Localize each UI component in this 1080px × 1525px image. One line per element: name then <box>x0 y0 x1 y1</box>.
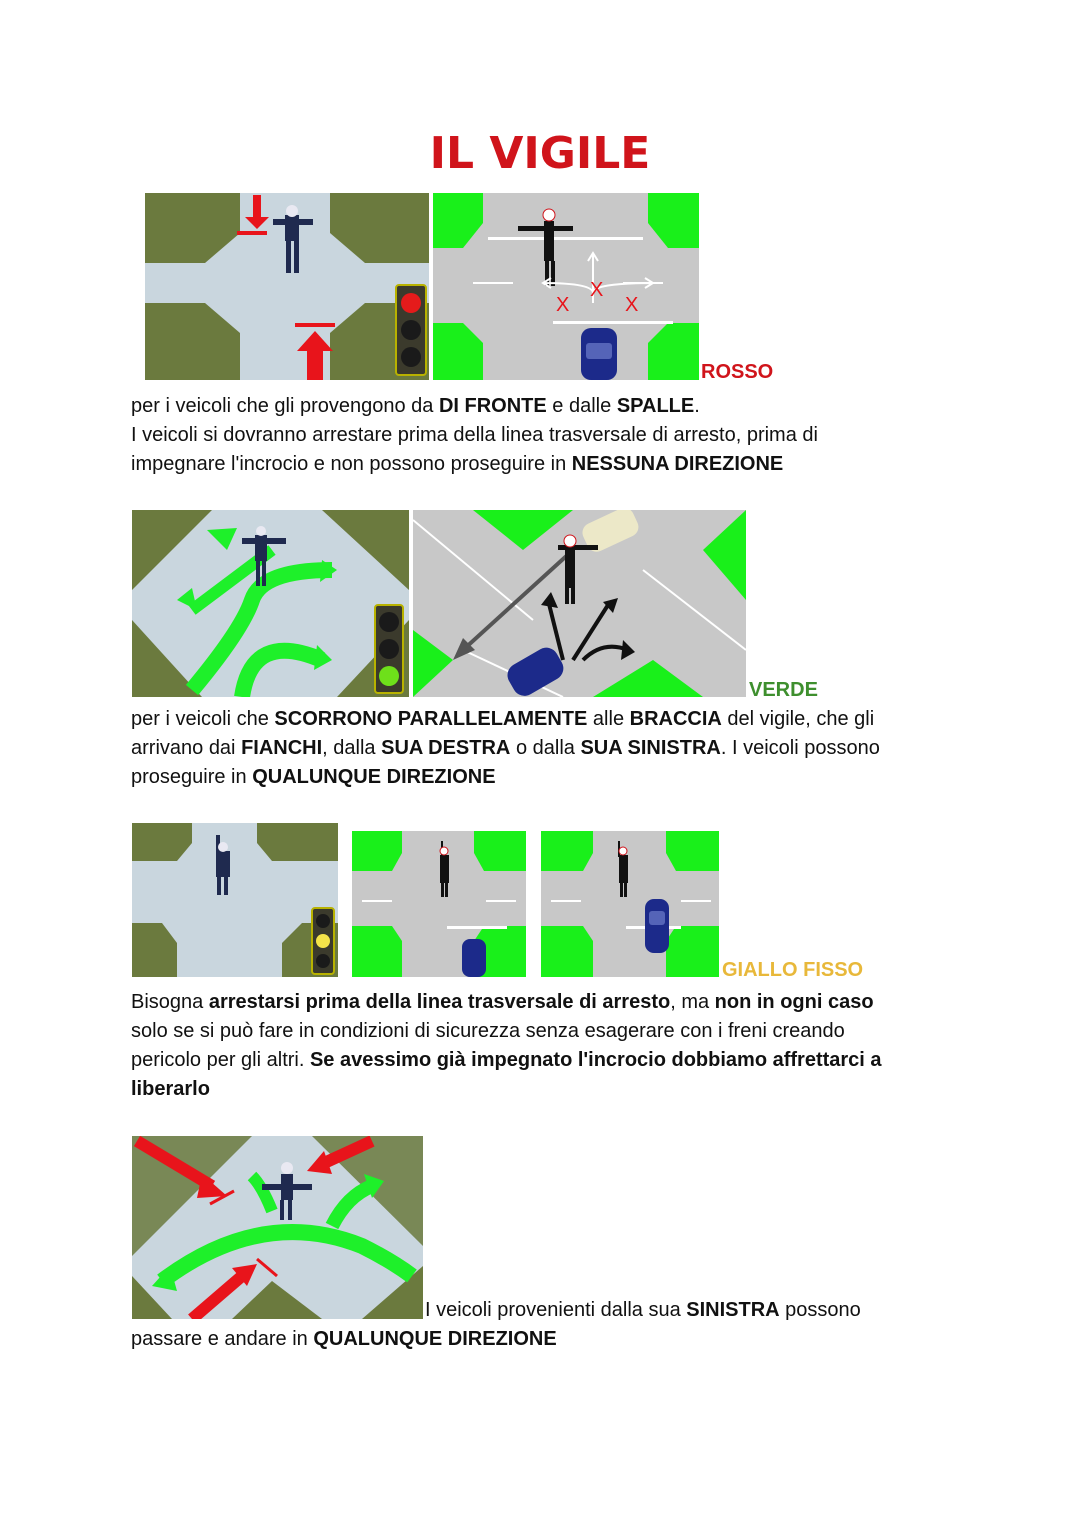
bold-text: BRACCIA <box>629 708 722 730</box>
bold-text: QUALUNQUE DIREZIONE <box>313 1328 557 1350</box>
svg-text:X: X <box>556 294 570 316</box>
text-run: pericolo per gli altri. <box>131 1049 310 1071</box>
vigile-giallo-diagram-2-image <box>541 831 719 977</box>
text-run: proseguire in <box>131 766 253 788</box>
text-run: o dalla <box>510 737 581 759</box>
text-run: per i veicoli che <box>131 708 275 730</box>
page-title: IL VIGILE <box>429 128 651 179</box>
svg-text:X: X <box>625 294 639 316</box>
bold-text: FIANCHI <box>241 737 323 759</box>
vigile-sinistra-3d-image <box>132 1136 423 1319</box>
bold-text: QUALUNQUE DIREZIONE <box>252 766 496 788</box>
section-label-verde: VERDE <box>749 679 818 701</box>
text-run: del vigile, che gli <box>721 708 875 730</box>
section-text-verde <box>131 705 961 792</box>
text-run: solo se si può fare in condizioni di sicurezza senza esagerare con i freni creando <box>131 1020 845 1042</box>
text-run: impegnare l'incrocio e non possono proseguire in <box>131 453 572 475</box>
vigile-verde-3d-image <box>132 510 409 697</box>
vigile-rosso-diagram-image <box>433 193 699 380</box>
bold-text: arrestarsi prima della linea trasversale di arresto <box>208 991 671 1013</box>
vigile-rosso-3d-image <box>145 193 429 380</box>
vigile-giallo-3d-image <box>132 823 338 977</box>
text-run: Bisogna <box>131 991 209 1013</box>
bold-text: Se avessimo già impegnato l'incrocio dobbiamo affrettarci a <box>309 1049 882 1071</box>
text-run: arrivano dai <box>131 737 242 759</box>
text-run: passare e andare in <box>131 1328 314 1350</box>
vigile-giallo-diagram-1-image <box>352 831 526 977</box>
section-text-sinistra <box>131 1325 961 1354</box>
svg-text:X: X <box>590 279 604 301</box>
text-run: I veicoli provenienti dalla sua <box>425 1299 687 1321</box>
bold-text: SINISTRA <box>686 1299 780 1321</box>
text-run: , ma <box>670 991 715 1013</box>
section-text-giallo <box>131 988 961 1104</box>
bold-text: SUA SINISTRA <box>580 737 721 759</box>
text-run: e dalle <box>546 395 617 417</box>
bold-text: liberarlo <box>131 1078 210 1100</box>
bold-text: DI FRONTE <box>438 395 547 417</box>
bold-text: SUA DESTRA <box>381 737 511 759</box>
section-text-sinistra-inline <box>425 1296 985 1325</box>
section-label-giallo: GIALLO FISSO <box>722 959 864 981</box>
text-run: possono <box>779 1299 861 1321</box>
bold-text: non in ogni caso <box>714 991 874 1013</box>
text-run: , dalla <box>322 737 382 759</box>
vigile-verde-diagram-image <box>413 510 746 697</box>
bold-text: NESSUNA DIREZIONE <box>571 453 784 475</box>
text-run: . <box>694 395 700 417</box>
section-label-rosso: ROSSO <box>701 361 774 383</box>
text-run: I veicoli si dovranno arrestare prima della linea trasversale di arresto, prima di <box>131 424 818 446</box>
text-run: alle <box>587 708 630 730</box>
text-run: per i veicoli che gli provengono da <box>131 395 439 417</box>
bold-text: SPALLE <box>616 395 695 417</box>
text-run: . I veicoli possono <box>720 737 880 759</box>
bold-text: SCORRONO PARALLELAMENTE <box>274 708 588 730</box>
section-text-rosso <box>131 392 961 479</box>
